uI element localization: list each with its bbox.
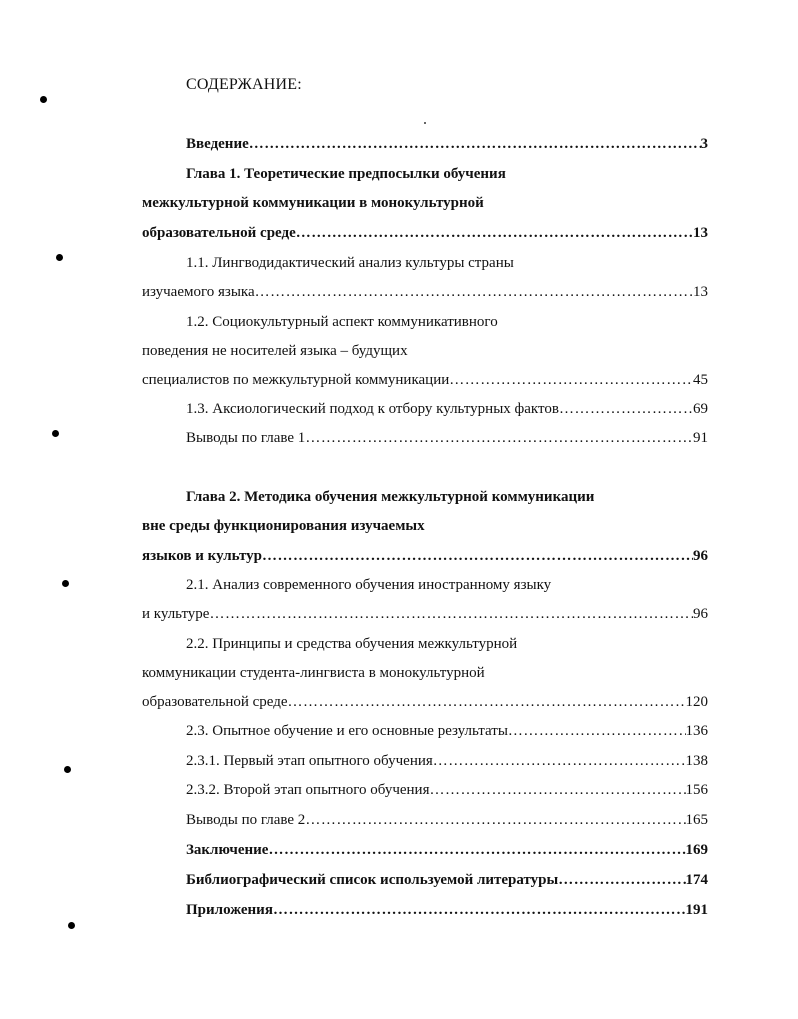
scan-speck: [424, 122, 426, 124]
toc-entry-2-3-2[interactable]: 2.3.2. Второй этап опытного обучения ………………………………………………………………………………………………………………………………………………… 156: [186, 780, 708, 800]
toc-entry-appendices[interactable]: Приложения ………………………………………………………………………………………………………………………………………………… 191: [186, 900, 708, 920]
binder-hole-dot: [52, 430, 59, 437]
toc-entry-2-1[interactable]: и культуре ………………………………………………………………………………………………………………………………………………… 96: [142, 604, 708, 624]
chapter2-heading-cont: вне среды функционирования изучаемых: [142, 518, 425, 534]
toc-entry-1-3[interactable]: 1.3. Аксиологический подход к отбору культурных фактов ………………………………………………………………………………………………………………………………………………… 69: [186, 399, 708, 419]
toc-entry-1-1[interactable]: изучаемого языка ………………………………………………………………………………………………………………………………………………… 13: [142, 282, 708, 302]
toc-title: СОДЕРЖАНИЕ:: [186, 76, 302, 93]
chapter2-heading[interactable]: Глава 2. Методика обучения межкультурной коммуникации: [186, 489, 595, 505]
toc-entry-2-2[interactable]: образовательной среде ………………………………………………………………………………………………………………………………………………… 120: [142, 692, 708, 712]
section-2-2-cont: коммуникации студента-лингвиста в монокультурной: [142, 665, 485, 681]
toc-entry-2-3[interactable]: 2.3. Опытное обучение и его основные результаты ………………………………………………………………………………………………………………………………………………… 136: [186, 721, 708, 741]
section-1-1[interactable]: 1.1. Лингводидактический анализ культуры страны: [186, 255, 514, 271]
section-2-2[interactable]: 2.2. Принципы и средства обучения межкультурной: [186, 636, 518, 652]
toc-entry-bibliography[interactable]: Библиографический список используемой литературы ………………………………………………………………………………………………………………………………………………… 174: [186, 870, 708, 890]
section-1-2-cont: поведения не носителей языка – будущих: [142, 343, 408, 359]
toc-entry-chapter1[interactable]: образовательной среде ………………………………………………………………………………………………………………………………………………… 13: [142, 223, 708, 243]
toc-entry-2-3-1[interactable]: 2.3.1. Первый этап опытного обучения ………………………………………………………………………………………………………………………………………………… 138: [186, 751, 708, 771]
toc-entry-conclusion[interactable]: Заключение ………………………………………………………………………………………………………………………………………………… 169: [186, 840, 708, 860]
section-1-2[interactable]: 1.2. Социокультурный аспект коммуникативного: [186, 314, 498, 330]
toc-entry-chapter2[interactable]: языков и культур ………………………………………………………………………………………………………………………………………………… 96: [142, 546, 708, 566]
toc-entry-intro[interactable]: Введение ………………………………………………………………………………………………………………………………………………… 3: [186, 134, 708, 154]
binder-hole-dot: [64, 766, 71, 773]
binder-hole-dot: [56, 254, 63, 261]
chapter1-heading-cont: межкультурной коммуникации в монокультурной: [142, 195, 484, 211]
section-2-1[interactable]: 2.1. Анализ современного обучения иностранному языку: [186, 577, 552, 593]
toc-entry-conclusions-1[interactable]: Выводы по главе 1 ………………………………………………………………………………………………………………………………………………… 91: [186, 428, 708, 448]
binder-hole-dot: [62, 580, 69, 587]
binder-hole-dot: [68, 922, 75, 929]
binder-hole-dot: [40, 96, 47, 103]
toc-entry-conclusions-2[interactable]: Выводы по главе 2 ………………………………………………………………………………………………………………………………………………… 165: [186, 810, 708, 830]
chapter1-heading[interactable]: Глава 1. Теоретические предпосылки обучения: [186, 166, 506, 182]
toc-entry-1-2[interactable]: специалистов по межкультурной коммуникации ………………………………………………………………………………………………………………………………………………… 45: [142, 370, 708, 390]
